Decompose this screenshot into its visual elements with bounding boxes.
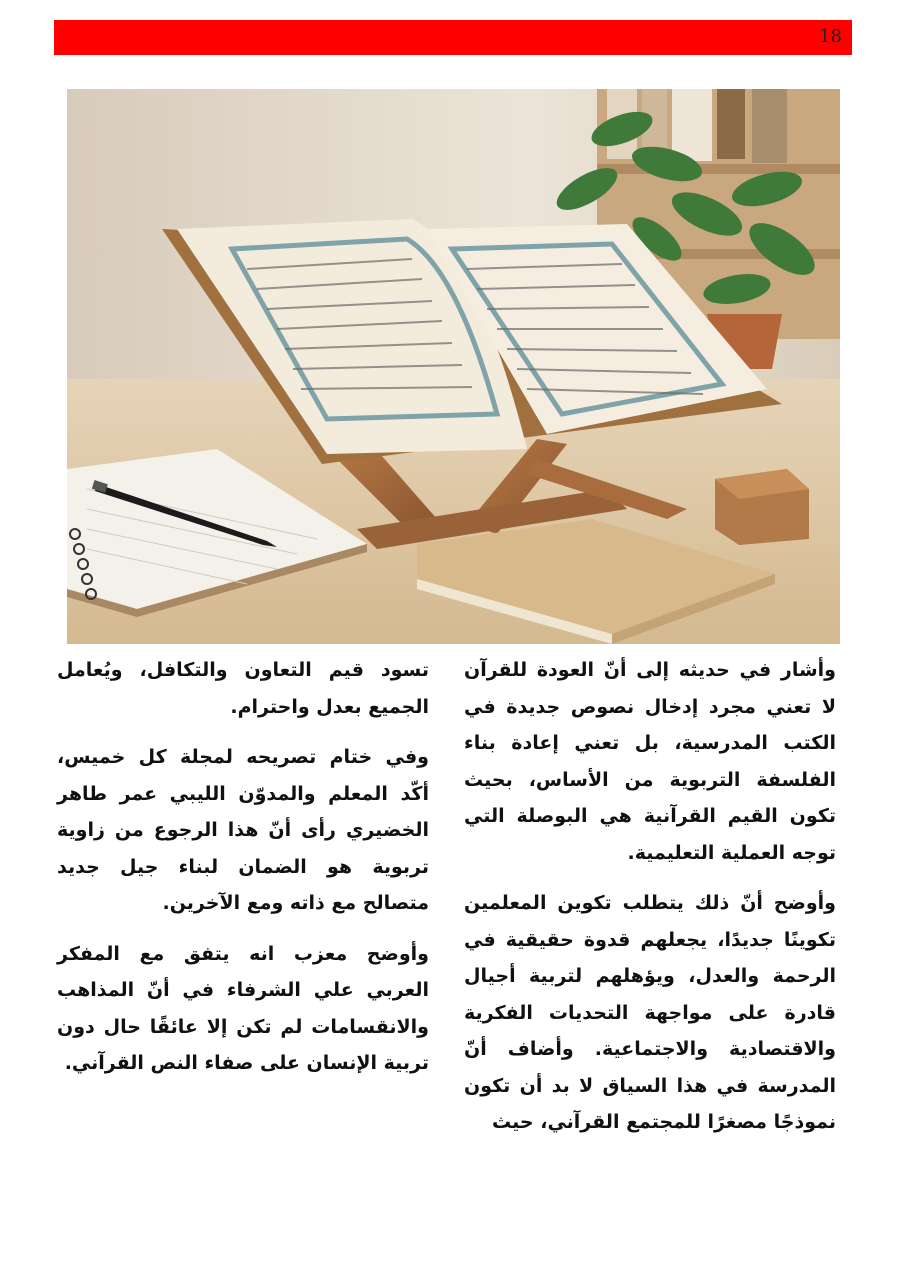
page-number: 18 [819, 26, 842, 47]
paragraph: وأشار في حديثه إلى أنّ العودة للقرآن لا تعني مجرد إدخال نصوص جديدة في الكتب المدرسية، بل تعني إعادة بناء الفلسفة التربوية من الأساس، بحيث تكون القيم القرآنية هي البوصلة التي توجه العملية التعليمية. [464, 659, 836, 864]
header-bar [54, 20, 852, 55]
article-column-left [57, 652, 429, 1096]
paragraph: وأوضح أنّ ذلك يتطلب تكوين المعلمين تكوينًا جديدًا، يجعلهم قدوة حقيقية في الرحمة والعدل، ويؤهلهم لتربية أجيال قادرة على مواجهة التحديات الفكرية والاقتصادية والاجتماعية. وأضاف أنّ المدرسة في هذا السياق لا بد أن تكون نموذجًا مصغرًا للمجتمع القرآني، حيث [464, 892, 836, 1133]
paragraph: وفي ختام تصريحه لمجلة كل خميس، أكّد المعلم والمدوّن الليبي عمر طاهر الخضيري رأى أنّ هذا الرجوع من زاوية تربوية هو الضمان لبناء جيل جديد متصالح مع ذاته ومع الآخرين. [57, 746, 429, 914]
hero-image [67, 89, 840, 644]
article-column-right [464, 652, 836, 1155]
quran-on-stand-photo [67, 89, 840, 644]
paragraph: تسود قيم التعاون والتكافل، ويُعامل الجميع بعدل واحترام. [57, 659, 429, 718]
paragraph: وأوضح معزب انه يتفق مع المفكر العربي علي الشرفاء في أنّ المذاهب والانقسامات لم تكن إلا عائقًا حال دون تربية الإنسان على صفاء النص القرآني. [57, 942, 429, 1074]
